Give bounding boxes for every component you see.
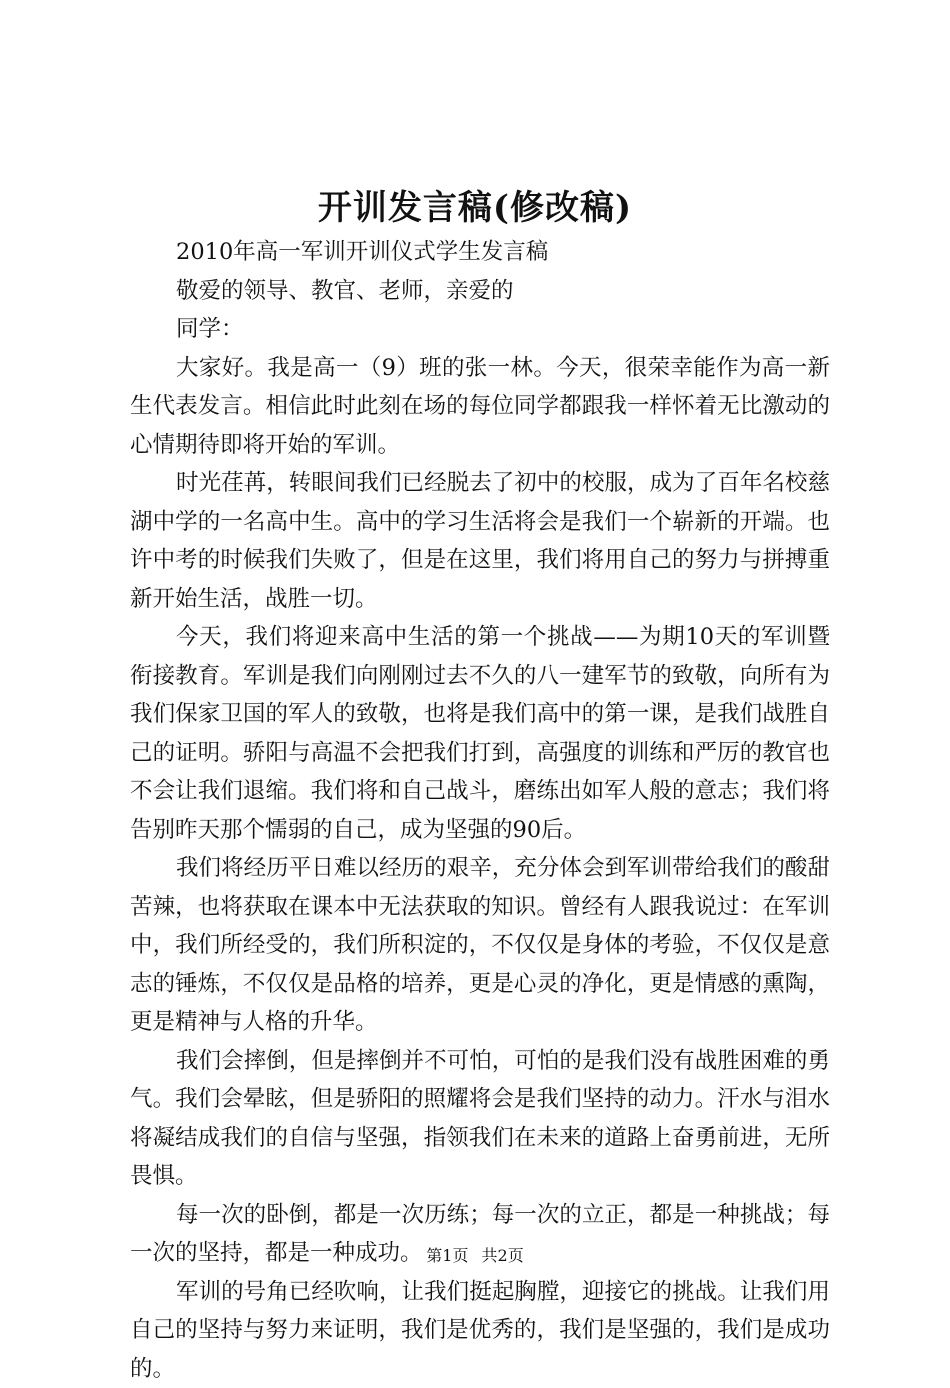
document-title: 开训发言稿(修改稿) [0,183,950,233]
header-line-subtitle: 2010年高一军训开训仪式学生发言稿 [130,233,830,272]
page-total: 共2页 [482,1246,524,1265]
paragraph: 军训的号角已经吹响，让我们挺起胸膛，迎接它的挑战。让我们用自己的坚持与努力来证明，我们是优秀的，我们是坚强的，我们是成功的。 [130,1273,830,1388]
header-line-salutation-cont: 同学： [130,310,830,349]
paragraph: 大家好。我是高一（9）班的张一林。今天，很荣幸能作为高一新生代表发言。相信此时此刻在场的每位同学都跟我一样怀着无比激动的心情期待即将开始的军训。 [130,349,830,465]
paragraph: 我们会摔倒，但是摔倒并不可怕，可怕的是我们没有战胜困难的勇气。我们会晕眩，但是骄阳的照耀将会是我们坚持的动力。汗水与泪水将凝结成我们的自信与坚强，指领我们在未来的道路上奋勇前进，无所畏惧。 [130,1042,830,1196]
paragraph: 时光荏苒，转眼间我们已经脱去了初中的校服，成为了百年名校慈湖中学的一名高中生。高中的学习生活将会是我们一个崭新的开端。也许中考的时候我们失败了，但是在这里，我们将用自己的努力与拼搏重新开始生活，战胜一切。 [130,464,830,618]
document-body [130,233,830,1388]
paragraph: 今天，我们将迎来高中生活的第一个挑战——为期10天的军训暨衔接教育。军训是我们向刚刚过去不久的八一建军节的致敬，向所有为我们保家卫国的军人的致敬，也将是我们高中的第一课，是我们战胜自己的证明。骄阳与高温不会把我们打到，高强度的训练和严厉的教官也不会让我们退缩。我们将和自己战斗，磨练出如军人般的意志；我们将告别昨天那个懦弱的自己，成为坚强的90后。 [130,618,830,849]
page-footer [0,1244,950,1268]
header-line-salutation: 敬爱的领导、教官、老师，亲爱的 [130,272,830,311]
page-number: 第1页 [426,1246,468,1265]
paragraph: 每一次的卧倒，都是一次历练；每一次的立正，都是一种挑战；每一次的坚持，都是一种成功。 [130,1196,830,1273]
paragraph: 我们将经历平日难以经历的艰辛，充分体会到军训带给我们的酸甜苦辣，也将获取在课本中无法获取的知识。曾经有人跟我说过：在军训中，我们所经受的，我们所积淀的，不仅仅是身体的考验，不仅仅是意志的锤炼，不仅仅是品格的培养，更是心灵的净化，更是情感的熏陶，更是精神与人格的升华。 [130,849,830,1042]
